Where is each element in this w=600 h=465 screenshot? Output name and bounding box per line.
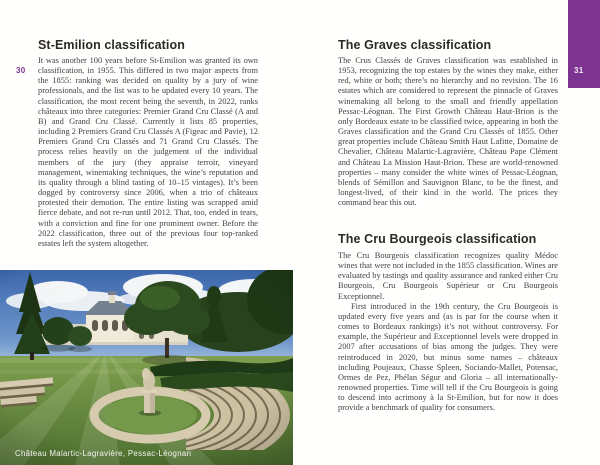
vignette [0, 270, 293, 465]
page-number-right: 31 [574, 66, 584, 75]
body-st-emilion: It was another 100 years before St-Emilion was granted its own classification, in 1955. This differed in two major aspects from the 1855: ranking was decided on quality by a jury of wine professionals, and the list was to be updated every 10 years. The classification, the most recent being the seventh, in 2022, ranks châteaux into three categories: Premier Grand Cru Classé (A and B) and Grand Cru Classé. Currently it lists 85 properties, including 2 Premiers Grand Cru Classés A (Figeac and Pavie), 12 Premiers Grand Cru Classés and 71 Grand Cru Classés. The process relies heavily on the judgement of the individual members of the jury (they appraise terroir, vineyard management, winemaking techniques, the wine’s reputation and its quality through a blind tasting of 10–15 vintages). It’s been dogged by controversy since 2006, when a trio of châteaux protested their demotion. The entire listing was scrapped amid fierce debate, and not re-run until 2012. That, too, ended in tears, with a conviction and fine for one prominent owner. Before the 2022 classification, three out of the previous four top-ranked estates left the system altogether. [38, 56, 258, 248]
heading-cru-bourgeois: The Cru Bourgeois classification [338, 232, 537, 246]
heading-graves: The Graves classification [338, 38, 492, 52]
cru-bourgeois-paragraph-2: First introduced in the 19th century, the Cru Bourgeois is updated every five years and (as is par for the course when it comes to Bordeaux rankings) it’s not without controversy. For example, the Supérieur and Exceptionnel levels were dropped in 2007 after accusations of bias among the judges. They were reintroduced in 2020, but minus some names – châteaux including Poujeaux, Chasse Spleen, Sociando-Mallet, Potensac, Ormes de Pez, Phélan Ségur and Gloria – all internationally-renowned properties. Time will tell if the Cru Bourgeois is going to descend into acrimony à la St-Emilion, but for now it does provide a benchmark of quality for consumers. [338, 301, 558, 413]
photo-caption: Château Malartic-Lagravière, Pessac-Léognan [15, 449, 192, 458]
page-number-tab [568, 0, 600, 88]
cru-bourgeois-paragraph-1: The Cru Bourgeois classification recognizes quality Médoc wines that were not included in the 1855 classification. Wines are evaluated by tastings and quality assurance and ranked either Cru Bourgeois, Cru Bourgeois Supérieur or Cru Bourgeois Exceptionnel. [338, 251, 558, 301]
chateau-photo-art [0, 270, 293, 465]
chateau-photo [0, 270, 293, 465]
body-cru-bourgeois [338, 251, 558, 414]
heading-st-emilion: St-Emilion classification [38, 38, 185, 52]
body-graves: The Crus Classés de Graves classification was established in 1953, recognizing the top estates by the wines they make, either red, white or both; there’s no hierarchy and no revision. The 16 estates which are considered to represent the pinnacle of Graves winemaking all belong to the small and friendly appellation Pessac-Léognan. The First Growth Château Haut-Brion is the only Bordeaux estate to be classified twice, appearing in both the Graves classification and the Grand Cru Classés of 1855. Other great properties include Château Smith Haut Lafitte, Domaine de Chevalier, Château Malartic-Lagravière, Château Pape Clément and Château La Mission Haut-Brion. These are world-renowned properties – many consider the white wines of Pessac-Léognan, blends of Sémillon and Sauvignon Blanc, to be the finest, and longest-lived, of their kind in the world. The prices they command bear this out. [338, 56, 558, 208]
page-number-left: 30 [16, 66, 26, 75]
